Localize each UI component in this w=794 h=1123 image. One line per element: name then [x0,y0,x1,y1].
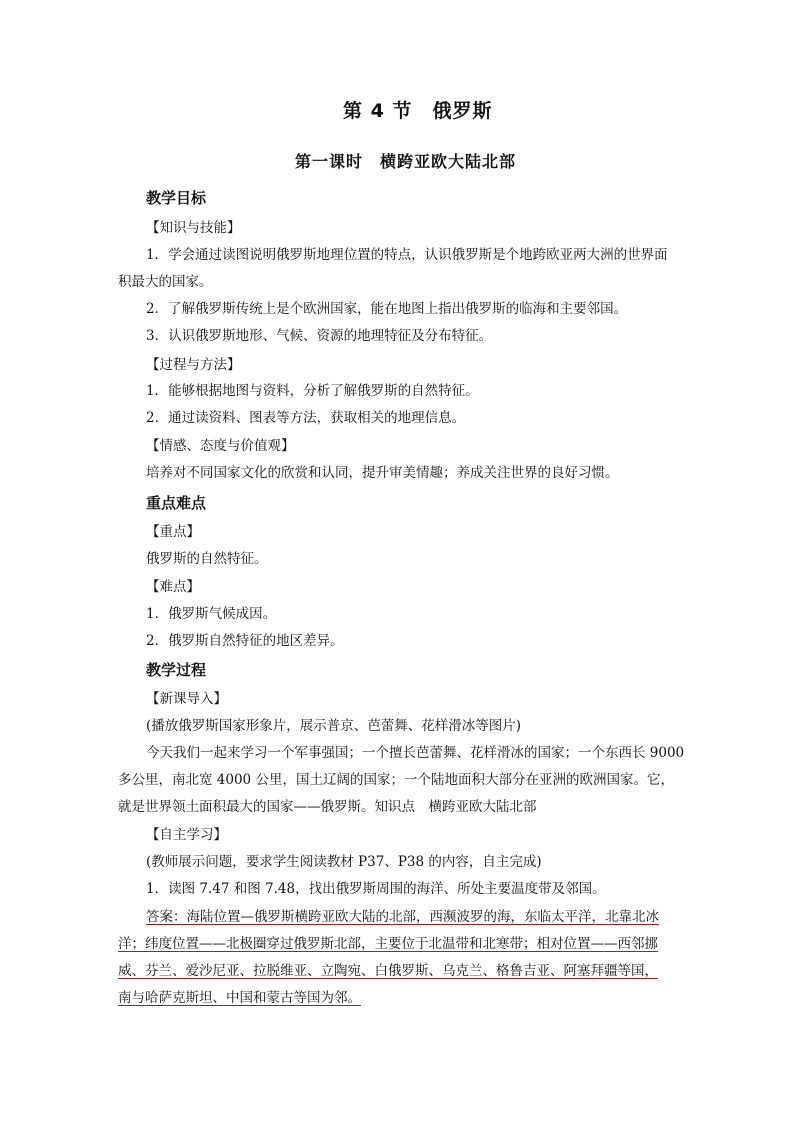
paragraph-line: 2．俄罗斯自然特征的地区差异。 [146,633,344,649]
tag-intro: 【新课导入】 [146,691,227,707]
paragraph-line: (教师展示问题，要求学生阅读教材 P37、P38 的内容，自主完成) [146,854,542,870]
paragraph-line: 多公里，南北宽 4000 公里，国土辽阔的国家；一个陆地面积大部分在亚洲的欧洲国家。它， [118,772,674,788]
section-heading-process: 教学过程 [146,661,207,679]
tag-process-method: 【过程与方法】 [146,357,241,373]
tag-knowledge: 【知识与技能】 [146,220,241,236]
paragraph-line: 1．学会通过读图说明俄罗斯地理位置的特点，认识俄罗斯是个地跨欧亚两大洲的世界面 [146,247,668,263]
answer-line: 洋；纬度位置——北极圈穿过俄罗斯北部，主要位于北温带和北寒带；相对位置——西邻挪 [118,936,658,952]
paragraph-line: 培养对不同国家文化的欣赏和认同，提升审美情趣；养成关注世界的良好习惯。 [146,465,619,481]
paragraph-line: (播放俄罗斯国家形象片，展示普京、芭蕾舞、花样滑冰等图片) [146,718,522,734]
answer-line: 答案：海陆位置—俄罗斯横跨亚欧大陆的北部，西濒波罗的海，东临太平洋，北靠北冰 [146,909,659,925]
tag-emotion: 【情感、态度与价值观】 [146,438,295,454]
paragraph-line: 今天我们一起来学习一个军事强国；一个擅长芭蕾舞、花样滑冰的国家；一个东西长 9000 [146,745,685,761]
tag-focus: 【重点】 [146,524,200,540]
paragraph-line: 1．读图 7.47 和图 7.48，找出俄罗斯周围的海洋、所处主要温度带及邻国。 [146,881,606,897]
tag-self-study: 【自主学习】 [146,827,227,843]
answer-line: 威、芬兰、爱沙尼亚、拉脱维亚、立陶宛、白俄罗斯、乌克兰、格鲁吉亚、阿塞拜疆等国， [118,963,658,979]
page-title: 第 4 节 俄罗斯 [343,100,493,122]
paragraph-line: 俄罗斯的自然特征。 [146,551,268,567]
paragraph-line: 积最大的国家。 [118,274,213,290]
section-heading-keypoints: 重点难点 [146,494,207,512]
paragraph-line: 2．了解俄罗斯传统上是个欧洲国家，能在地图上指出俄罗斯的临海和主要邻国。 [146,301,628,317]
paragraph-line: 就是世界领土面积最大的国家——俄罗斯。知识点 横跨亚欧大陆北部 [118,799,537,815]
lesson-subtitle: 第一课时 横跨亚欧大陆北部 [295,152,517,171]
paragraph-line: 1．能够根据地图与资料，分析了解俄罗斯的自然特征。 [146,383,479,399]
answer-line: 南与哈萨克斯坦、中国和蒙古等国为邻。 [118,990,361,1006]
paragraph-line: 1．俄罗斯气候成因。 [146,606,277,622]
section-heading-goals: 教学目标 [146,189,207,207]
paragraph-line: 2．通过读资料、图表等方法，获取相关的地理信息。 [146,410,466,426]
tag-difficulty: 【难点】 [146,579,200,595]
paragraph-line: 3．认识俄罗斯地形、气候、资源的地理特征及分布特征。 [146,328,493,344]
